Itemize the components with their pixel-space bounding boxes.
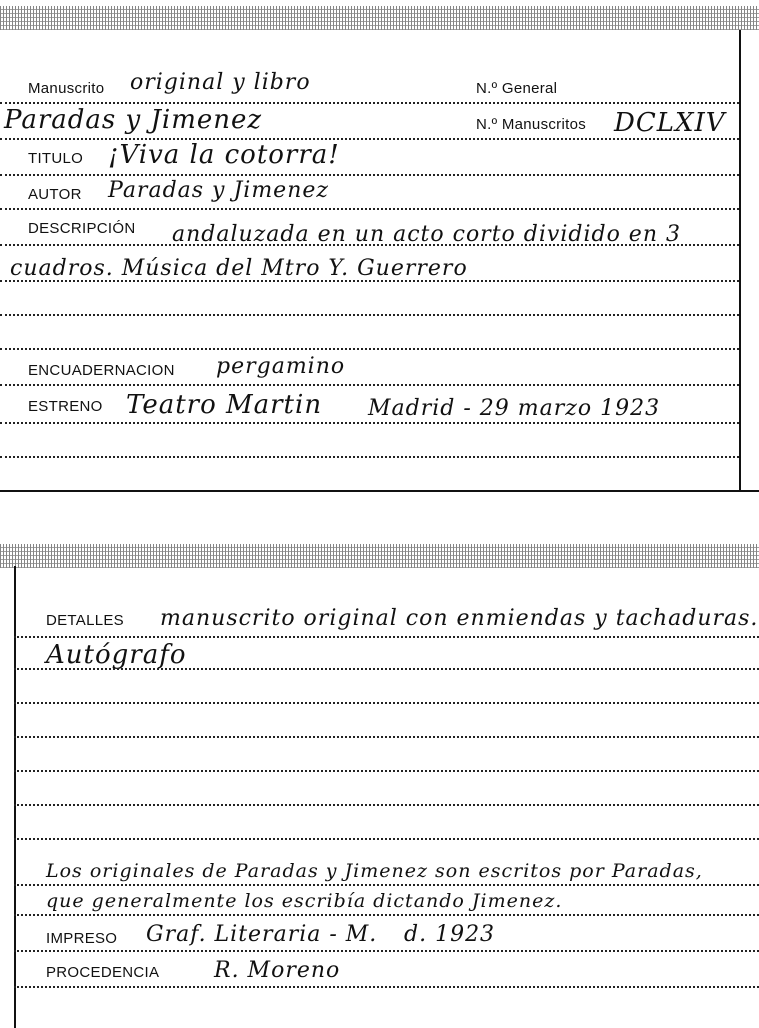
value-impreso-2: d. 1923 (404, 922, 496, 947)
value-detalles-2: Autógrafo (46, 640, 187, 670)
value-procedencia: R. Moreno (214, 958, 341, 983)
card-top-edge-noise (0, 544, 759, 568)
label-titulo: TITULO (28, 150, 84, 167)
rule-line (14, 914, 759, 916)
label-detalles: DETALLES (46, 612, 124, 629)
card-top-edge-noise (0, 6, 759, 30)
label-autor: AUTOR (28, 186, 82, 203)
rule-line (0, 174, 739, 176)
rule-line (0, 280, 739, 282)
rule-line (0, 244, 739, 246)
rule-line (14, 668, 759, 670)
card-right-border (739, 30, 741, 490)
value-estreno-teatro: Teatro Martin (126, 390, 323, 420)
value-estreno-fecha: Madrid - 29 marzo 1923 (368, 396, 661, 421)
rule-line (0, 314, 739, 316)
value-nota-1: Los originales de Paradas y Jimenez son escritos por Paradas, (46, 860, 703, 882)
value-n-manuscritos: DCLXIV (614, 108, 726, 138)
rule-line (0, 422, 739, 424)
rule-line (14, 736, 759, 738)
value-nota-2: que generalmente los escribía dictando Jimenez. (46, 890, 563, 912)
value-descripcion-1: andaluzada en un acto corto dividido en 3 (172, 222, 681, 247)
rule-line (14, 770, 759, 772)
rule-line (14, 986, 759, 988)
value-descripcion-2: cuadros. Música del Mtro Y. Guerrero (10, 256, 468, 281)
rule-line (14, 884, 759, 886)
rule-line (14, 838, 759, 840)
label-descripcion: DESCRIPCIÓN (28, 220, 136, 237)
value-impreso-1: Graf. Literaria - M. (146, 922, 378, 947)
card-bottom-border (0, 490, 759, 492)
label-n-general: N.º General (476, 80, 558, 97)
label-estreno: ESTRENO (28, 398, 103, 415)
label-encuadernacion: ENCUADERNACION (28, 362, 175, 379)
label-procedencia: PROCEDENCIA (46, 964, 160, 981)
label-manuscrito: Manuscrito (28, 80, 105, 97)
value-manuscrito: original y libro (130, 70, 311, 95)
rule-line (14, 804, 759, 806)
rule-line (0, 102, 739, 104)
label-impreso: IMPRESO (46, 930, 118, 947)
value-author-line: Paradas y Jimenez (4, 105, 263, 135)
rule-line (14, 636, 759, 638)
catalog-card-top (0, 0, 759, 492)
value-autor: Paradas y Jimenez (108, 178, 329, 203)
rule-line (0, 384, 739, 386)
value-titulo: ¡Viva la cotorra! (108, 140, 340, 170)
value-encuadernacion: pergamino (216, 354, 346, 379)
rule-line (0, 208, 739, 210)
rule-line (0, 456, 739, 458)
catalog-card-bottom (0, 540, 759, 1028)
rule-line (0, 348, 739, 350)
value-detalles-1: manuscrito original con enmiendas y tachaduras. (160, 606, 759, 631)
rule-line (14, 702, 759, 704)
label-n-manuscritos: N.º Manuscritos (476, 116, 587, 133)
rule-line (14, 950, 759, 952)
